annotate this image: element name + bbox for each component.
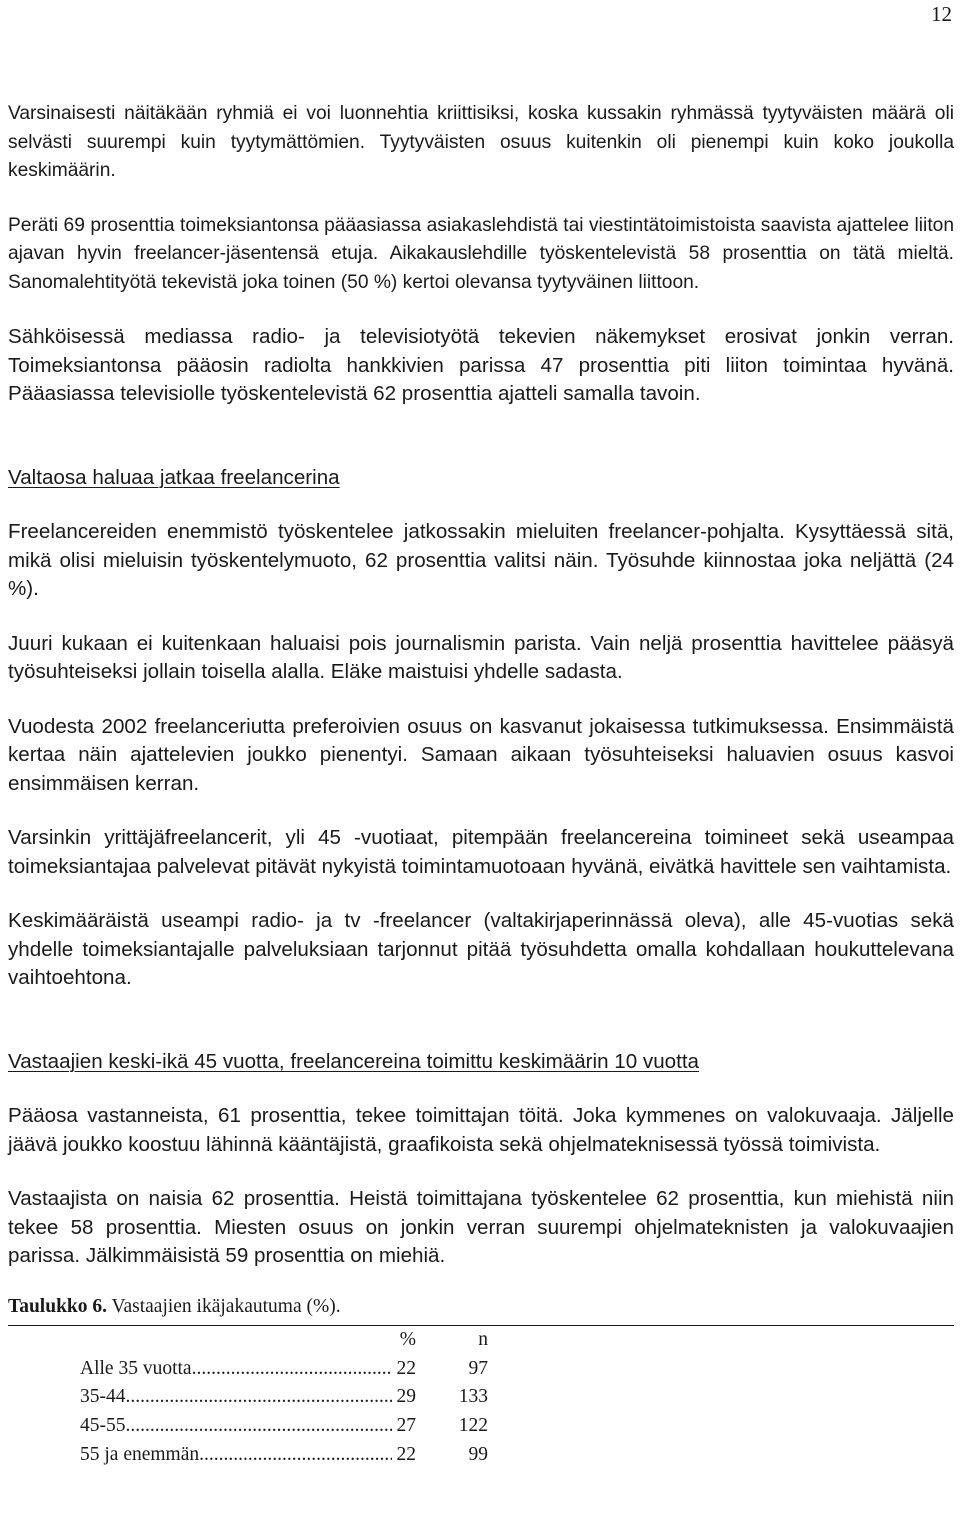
paragraph: Varsinkin yrittäjäfreelancerit, yli 45 -vuotiaat, pitempään freelancereina toimineet sekä useampaa toimeksiantajaa palvelevat pitävät nykyistä toimintamuotoaan hyvänä, eivätkä havittele sen vaihtamista.	[8, 826, 954, 878]
paragraph: Peräti 69 prosenttia toimeksiantonsa pääasiassa asiakaslehdistä tai viestintätoimistoista saavista ajattelee liiton ajavan hyvin freelancer-jäsentensä etuja. Aikakauslehdille työskentelevistä 58 prosenttia on tätä mieltä. Sanomalehtityötä tekevistä joka toinen (50 %) kertoi olevansa tyytyväinen liittoon.	[8, 214, 954, 293]
table-header-row	[80, 1326, 488, 1355]
row-label: 55 ja enemmän	[80, 1443, 200, 1465]
page-content	[8, 100, 954, 1469]
paragraph: Juuri kukaan ei kuitenkaan haluaisi pois journalismin parista. Vain neljä prosenttia havittelee pääsyä työsuhteiseksi jollain toisella alalla. Eläke maistuisi yhdelle sadasta.	[8, 631, 954, 683]
table-header-label	[80, 1326, 392, 1355]
paragraph: Keskimääräistä useampi radio- ja tv -freelancer (valtakirjaperinnässä oleva), alle 45-vuotias sekä yhdelle toimeksiantajalle palveluksiaan tarjonnut pitää työsuhdetta omalla kohdallaan houkuttelevana vaihtoehtona.	[8, 909, 954, 989]
table-row	[80, 1383, 488, 1412]
table-cell-label	[80, 1354, 392, 1383]
table-row	[80, 1354, 488, 1383]
leader-dots	[192, 1358, 392, 1380]
paragraph: Freelancereiden enemmistö työskentelee jatkossakin mieluiten freelancer-pohjalta. Kysyttäessä sitä, mikä olisi mieluisin työskentelymuoto, 62 prosenttia valitsi näin. Työsuhde kiinnostaa joka neljättä (24 %).	[8, 520, 954, 600]
table-cell-label	[80, 1412, 392, 1441]
paragraph: Pääosa vastanneista, 61 prosenttia, tekee toimittajan töitä. Joka kymmenes on valokuvaaja. Jäljelle jäävä joukko koostuu lähinnä kääntäjistä, graafikoista sekä ohjelmateknisessä työssä toimivista.	[8, 1104, 954, 1156]
table-cell-pct: 29	[396, 1386, 416, 1408]
table-header-pct: %	[399, 1328, 416, 1350]
row-label: 35-44	[80, 1386, 126, 1408]
table-cell-label	[80, 1440, 392, 1469]
table-header-n: n	[478, 1328, 488, 1350]
intro-section	[8, 100, 954, 186]
leader-dots	[126, 1415, 393, 1437]
table-row	[80, 1440, 488, 1469]
table-cell-pct: 27	[396, 1414, 416, 1436]
table-cell-n: 99	[468, 1443, 488, 1465]
row-label: Alle 35 vuotta	[80, 1357, 192, 1379]
paragraph: Vuodesta 2002 freelanceriutta preferoivien osuus on kasvanut jokaisessa tutkimuksessa. Ensimmäistä kertaa näin ajattelevien joukko pienentyi. Samaan aikaan työsuhteiseksi haluavien osuus kasvoi ensimmäisen kerran.	[8, 714, 954, 795]
leader-dots	[199, 1444, 392, 1466]
leader-dots	[126, 1386, 393, 1408]
table-cell-label	[80, 1383, 392, 1412]
age-distribution-table	[80, 1326, 488, 1469]
row-label: 45-55	[80, 1414, 126, 1436]
table-caption	[8, 1295, 954, 1319]
table-cell-n: 133	[458, 1386, 488, 1408]
table-caption-label: Taulukko 6.	[8, 1295, 108, 1317]
section-heading: Valtaosa haluaa jatkaa freelancerina	[8, 465, 340, 489]
table-cell-n: 97	[468, 1357, 488, 1379]
table-cell-pct: 22	[396, 1443, 416, 1465]
paragraph: Sähköisessä mediassa radio- ja televisiotyötä tekevien näkemykset erosivat jonkin verran. Toimeksiantonsa pääosin radiolta hankkivien parissa 47 prosenttia piti liiton toimintaa hyvänä. Pääasiassa televisiolle työskentelevistä 62 prosenttia ajatteli samalla tavoin.	[8, 325, 954, 405]
table-caption-text: Vastaajien ikäjakautuma (%).	[111, 1295, 341, 1317]
intro-section-2	[8, 212, 954, 298]
paragraph: Varsinaisesti näitäkään ryhmiä ei voi luonnehtia kriittisiksi, koska kussakin ryhmässä tyytyväisten määrä oli selvästi suurempi kuin tyytymättömien. Tyytyväisten osuus kuitenkin oli pienempi kuin koko joukolla keskimäärin.	[8, 103, 954, 181]
paragraph: Vastaajista on naisia 62 prosenttia. Heistä toimittajana työskentelee 62 prosenttia, kun miehistä niin tekee 58 prosenttia. Miesten osuus on jonkin verran suurempi ohjelmateknisten ja valokuvaajien parissa. Jälkimmäisistä 59 prosenttia on miehiä.	[8, 1187, 954, 1267]
page-number: 12	[931, 2, 952, 26]
table-row	[80, 1412, 488, 1441]
table-cell-pct: 22	[396, 1357, 416, 1379]
table-cell-n: 122	[458, 1414, 488, 1436]
section-heading: Vastaajien keski-ikä 45 vuotta, freelancereina toimittu keskimäärin 10 vuotta	[8, 1049, 700, 1073]
